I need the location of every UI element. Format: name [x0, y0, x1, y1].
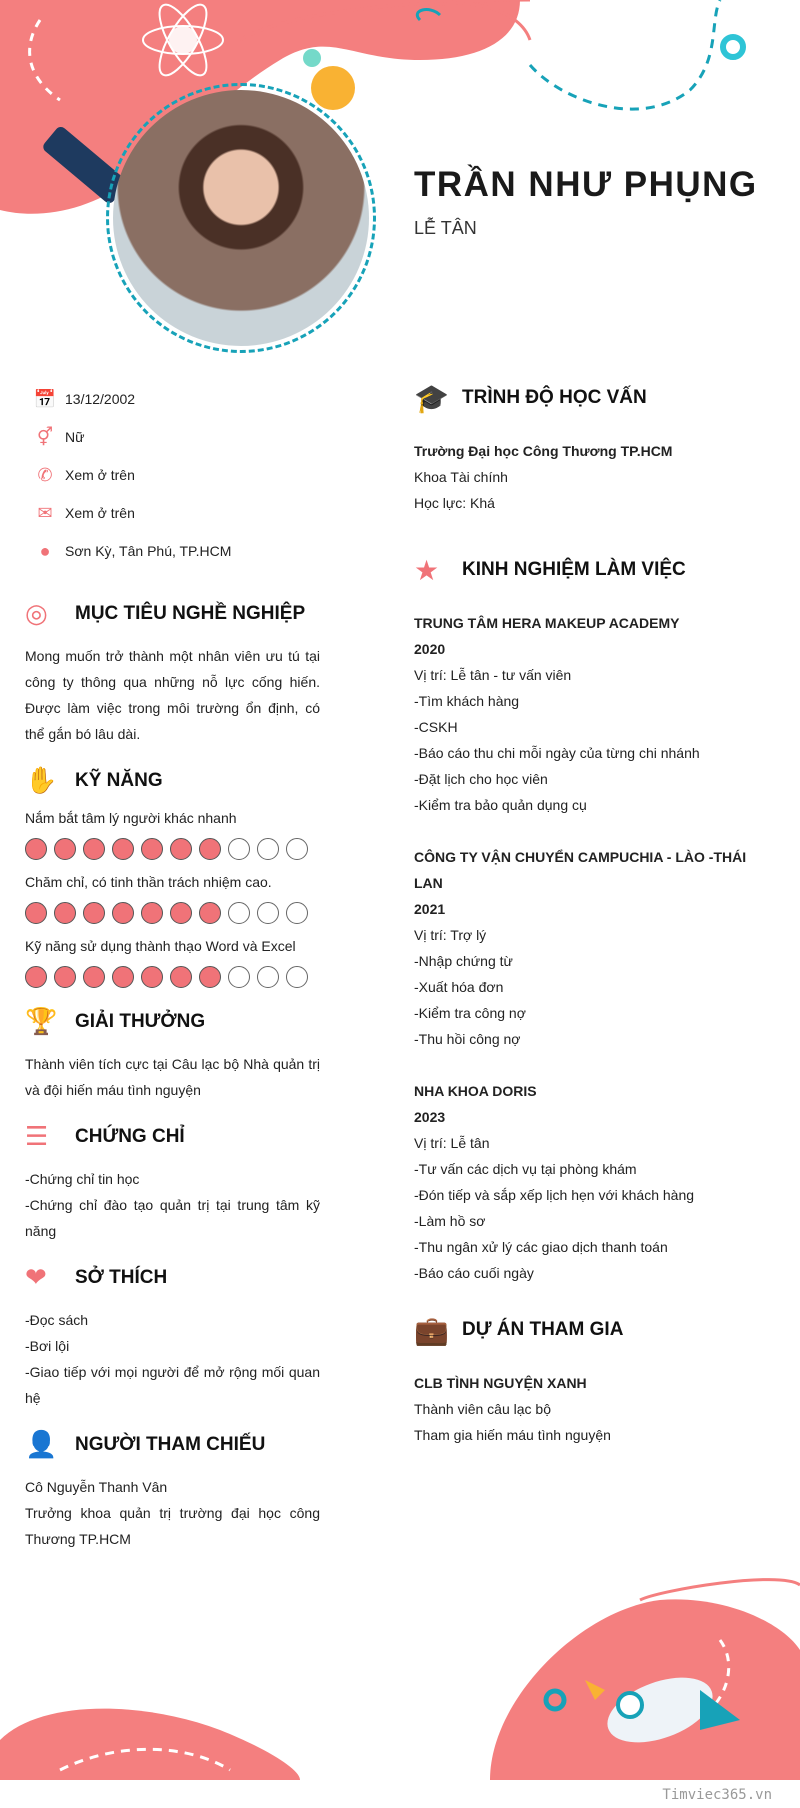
skill-rating-dot — [257, 838, 279, 860]
job-detail: -Thu hồi công nợ — [414, 1031, 521, 1047]
skill-rating-dot — [83, 838, 105, 860]
awards-text: Thành viên tích cực tại Câu lạc bộ Nhà quản trị và đội hiến máu tình nguyện — [25, 1056, 320, 1098]
skill-rating-dot — [83, 902, 105, 924]
skill-rating-dot — [286, 902, 308, 924]
contact-email: ✉ Xem ở trên — [25, 494, 320, 532]
skill-rating-dot — [112, 966, 134, 988]
job-detail: -Kiểm tra bảo quản dụng cụ — [414, 797, 587, 813]
left-column — [25, 380, 320, 1552]
person-icon: 👤 — [25, 1429, 58, 1459]
skill-rating-dot — [54, 966, 76, 988]
skill-rating-dot — [54, 838, 76, 860]
heart-icon: ❤ — [25, 1262, 47, 1292]
skill-rating-dot — [286, 838, 308, 860]
job-detail: -Báo cáo thu chi mỗi ngày của từng chi nhánh — [414, 745, 700, 761]
skill-rating-dot — [141, 966, 163, 988]
location-icon: ● — [39, 540, 51, 561]
job-detail: -Báo cáo cuối ngày — [414, 1265, 534, 1281]
certificate-line: -Chứng chỉ đào tạo quản trị tại trung tâm kỹ năng — [25, 1197, 320, 1239]
calendar-icon: 📅 — [33, 388, 57, 409]
skills-list — [25, 810, 320, 988]
job-detail: -Đặt lịch cho học viên — [414, 771, 548, 787]
job-year: 2023 — [414, 1109, 446, 1125]
skill-rating-dot — [199, 902, 221, 924]
skill-label: Kỹ năng sử dụng thành thạo Word và Excel — [25, 938, 296, 954]
candidate-name: TRẦN NHƯ PHỤNG — [414, 165, 758, 204]
project-name: CLB TÌNH NGUYỆN XANH — [414, 1375, 587, 1391]
skill-rating-dot — [25, 838, 47, 860]
awards-header: 🏆 GIẢI THƯỞNG — [25, 1006, 206, 1036]
graduation-cap-icon: 🎓 — [414, 382, 449, 414]
contact-phone: ✆ Xem ở trên — [25, 456, 320, 494]
skills-header: ✋ KỸ NĂNG — [25, 765, 163, 795]
skill-label: Chăm chỉ, có tinh thần trách nhiệm cao. — [25, 874, 272, 890]
trophy-icon: 🏆 — [25, 1006, 58, 1036]
job-entry — [414, 844, 774, 1052]
profile-photo — [113, 90, 369, 346]
contact-birthday: 📅 13/12/2002 — [25, 380, 320, 418]
skill-rating — [25, 902, 320, 924]
skill-rating-dot — [25, 966, 47, 988]
contact-gender: ⚥ Nữ — [25, 418, 320, 456]
skill-rating-dot — [141, 902, 163, 924]
hobby-line: -Giao tiếp với mọi người để mở rộng mối quan hệ — [25, 1364, 320, 1406]
reference-line: Trưởng khoa quản trị trường đại học công Thương TP.HCM — [25, 1505, 320, 1547]
education-school: Trường Đại học Công Thương TP.HCM — [414, 443, 673, 459]
skill-rating-dot — [54, 902, 76, 924]
contact-address: ● Sơn Kỳ, Tân Phú, TP.HCM — [25, 532, 320, 570]
phone-icon: ✆ — [37, 464, 53, 485]
education-line: Học lực: Khá — [414, 495, 495, 511]
objective-header: ◎ MỤC TIÊU NGHỀ NGHIỆP — [25, 598, 306, 628]
education-line: Khoa Tài chính — [414, 469, 508, 485]
skill-rating-dot — [112, 902, 134, 924]
job-entry — [414, 1078, 774, 1286]
projects-header: 💼 DỰ ÁN THAM GIA — [414, 1314, 624, 1346]
job-detail: -Làm hồ sơ — [414, 1213, 486, 1229]
skill-rating-dot — [112, 838, 134, 860]
skill-rating-dot — [170, 966, 192, 988]
job-company: TRUNG TÂM HERA MAKEUP ACADEMY — [414, 615, 680, 631]
job-company: NHA KHOA DORIS — [414, 1083, 537, 1099]
job-entry — [414, 610, 774, 818]
skill-rating-dot — [228, 966, 250, 988]
job-detail: Vị trí: Lễ tân — [414, 1135, 490, 1151]
skill-rating-dot — [257, 902, 279, 924]
skill-rating-dot — [25, 902, 47, 924]
experience-header: ★ KINH NGHIỆM LÀM VIỆC — [414, 554, 686, 586]
certificate-line: -Chứng chỉ tin học — [25, 1171, 140, 1187]
job-detail: -Tư vấn các dịch vụ tại phòng khám — [414, 1161, 637, 1177]
email-icon: ✉ — [37, 502, 53, 523]
skill-rating-dot — [199, 966, 221, 988]
hobbies-header: ❤ SỞ THÍCH — [25, 1262, 168, 1292]
project-line: Tham gia hiến máu tình nguyện — [414, 1427, 611, 1443]
checklist-icon: ☰ — [25, 1121, 49, 1151]
hobby-line: -Bơi lội — [25, 1338, 70, 1354]
reference-line: Cô Nguyễn Thanh Vân — [25, 1479, 168, 1495]
gender-icon: ⚥ — [36, 426, 54, 447]
job-company: CÔNG TY VẬN CHUYỂN CAMPUCHIA - LÀO -THÁI LAN — [414, 849, 747, 891]
skill-rating-dot — [170, 902, 192, 924]
hobby-line: -Đọc sách — [25, 1312, 89, 1328]
skill-rating-dot — [141, 838, 163, 860]
skill-label: Nắm bắt tâm lý người khác nhanh — [25, 810, 237, 826]
watermark: Timviec365.vn — [662, 1787, 772, 1803]
hand-icon: ✋ — [25, 765, 58, 795]
skill-rating-dot — [170, 838, 192, 860]
job-detail: -Đón tiếp và sắp xếp lịch hẹn với khách hàng — [414, 1187, 695, 1203]
job-detail: -CSKH — [414, 719, 458, 735]
skill-rating-dot — [257, 966, 279, 988]
job-detail: -Nhập chứng từ — [414, 953, 513, 969]
target-icon: ◎ — [25, 598, 48, 628]
certificates-header: ☰ CHỨNG CHỈ — [25, 1121, 185, 1151]
jobs-list — [414, 610, 774, 1286]
skill-rating — [25, 966, 320, 988]
job-detail: Vị trí: Lễ tân - tư vấn viên — [414, 667, 572, 683]
job-detail: -Xuất hóa đơn — [414, 979, 504, 995]
briefcase-icon: 💼 — [414, 1314, 449, 1346]
education-header: 🎓 TRÌNH ĐỘ HỌC VẤN — [414, 382, 647, 414]
references-header: 👤 NGƯỜI THAM CHIẾU — [25, 1429, 266, 1459]
skill-rating-dot — [228, 902, 250, 924]
objective-text: Mong muốn trở thành một nhân viên ưu tú tại công ty thông qua những nỗ lực cống hiến. Được làm việc trong môi trường ổn định, có thể gắn bó lâu dài. — [25, 648, 320, 742]
skill-rating-dot — [83, 966, 105, 988]
job-detail: -Kiểm tra công nợ — [414, 1005, 526, 1021]
right-column — [414, 380, 774, 1448]
skill-rating-dot — [228, 838, 250, 860]
candidate-job-title: LỄ TÂN — [414, 218, 477, 238]
star-icon: ★ — [414, 554, 440, 586]
skill-rating — [25, 838, 320, 860]
job-detail: -Tìm khách hàng — [414, 693, 520, 709]
job-year: 2020 — [414, 641, 446, 657]
job-year: 2021 — [414, 901, 446, 917]
job-detail: Vị trí: Trợ lý — [414, 927, 487, 943]
job-detail: -Thu ngân xử lý các giao dịch thanh toán — [414, 1239, 668, 1255]
skill-rating-dot — [286, 966, 308, 988]
project-line: Thành viên câu lạc bộ — [414, 1401, 551, 1417]
skill-rating-dot — [199, 838, 221, 860]
